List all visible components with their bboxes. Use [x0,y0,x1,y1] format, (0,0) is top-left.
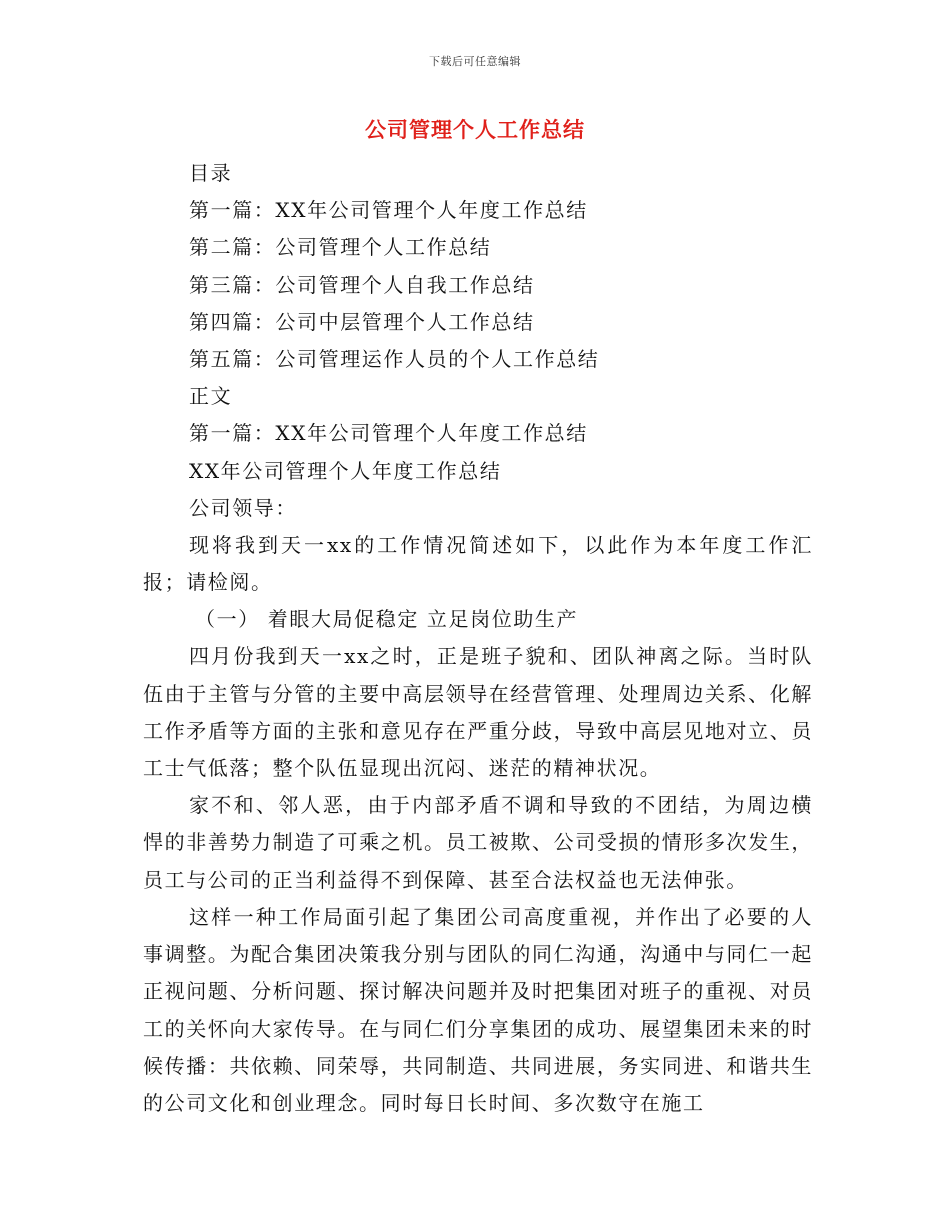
toc-item-2: 第二篇：公司管理个人工作总结 [189,235,492,260]
toc-item-5: 第五篇：公司管理运作人员的个人工作总结 [189,346,600,371]
toc-item-4: 第四篇：公司中层管理个人工作总结 [189,309,535,334]
subsection-heading: （一） 着眼大局促稳定 立足岗位助生产 [195,607,579,632]
body-paragraph-3: 这样一种工作局面引起了集团公司高度重视，并作出了必要的人事调整。为配合集团决策我分别与团队的同仁沟通，沟通中与同仁一起正视问题、分析问题、探讨解决问题并及时把集团对班子的重视、对员工的关怀向大家传导。在与同仁们分享集团的成功、展望集团未来的时候传播：共依赖、同荣辱，共同制造、共同进展，务实同进、和谐共生的公司文化和创业理念。同时每日长时间、多次数守在施工 [143,904,813,1115]
chapter-heading: 第一篇：XX年公司管理个人年度工作总结 [189,421,588,446]
page-header-note: 下载后可任意编辑 [429,55,521,68]
toc-item-3: 第三篇：公司管理个人自我工作总结 [189,272,535,297]
salutation: 公司领导： [189,495,297,520]
body-label: 正文 [189,384,233,409]
intro-paragraph: 现将我到天一xx的工作情况简述如下，以此作为本年度工作汇报；请检阅。 [143,532,813,595]
section-title: XX年公司管理个人年度工作总结 [189,458,502,483]
document-body [143,155,813,1122]
body-paragraph-1: 四月份我到天一xx之时，正是班子貌和、团队神离之际。当时队伍由于主管与分管的主要中高层领导在经营管理、处理周边关系、化解工作矛盾等方面的主张和意见存在严重分歧，导致中高层见地对立、员工士气低落；整个队伍显现出沉闷、迷茫的精神状况。 [143,644,813,781]
toc-item-1: 第一篇：XX年公司管理个人年度工作总结 [189,198,588,223]
document-title: 公司管理个人工作总结 [365,118,585,142]
body-paragraph-2: 家不和、邻人恶，由于内部矛盾不调和导致的不团结，为周边横悍的非善势力制造了可乘之机。员工被欺、公司受损的情形多次发生，员工与公司的正当利益得不到保障、甚至合法权益也无法伸张。 [143,793,813,892]
toc-label: 目录 [189,161,233,185]
